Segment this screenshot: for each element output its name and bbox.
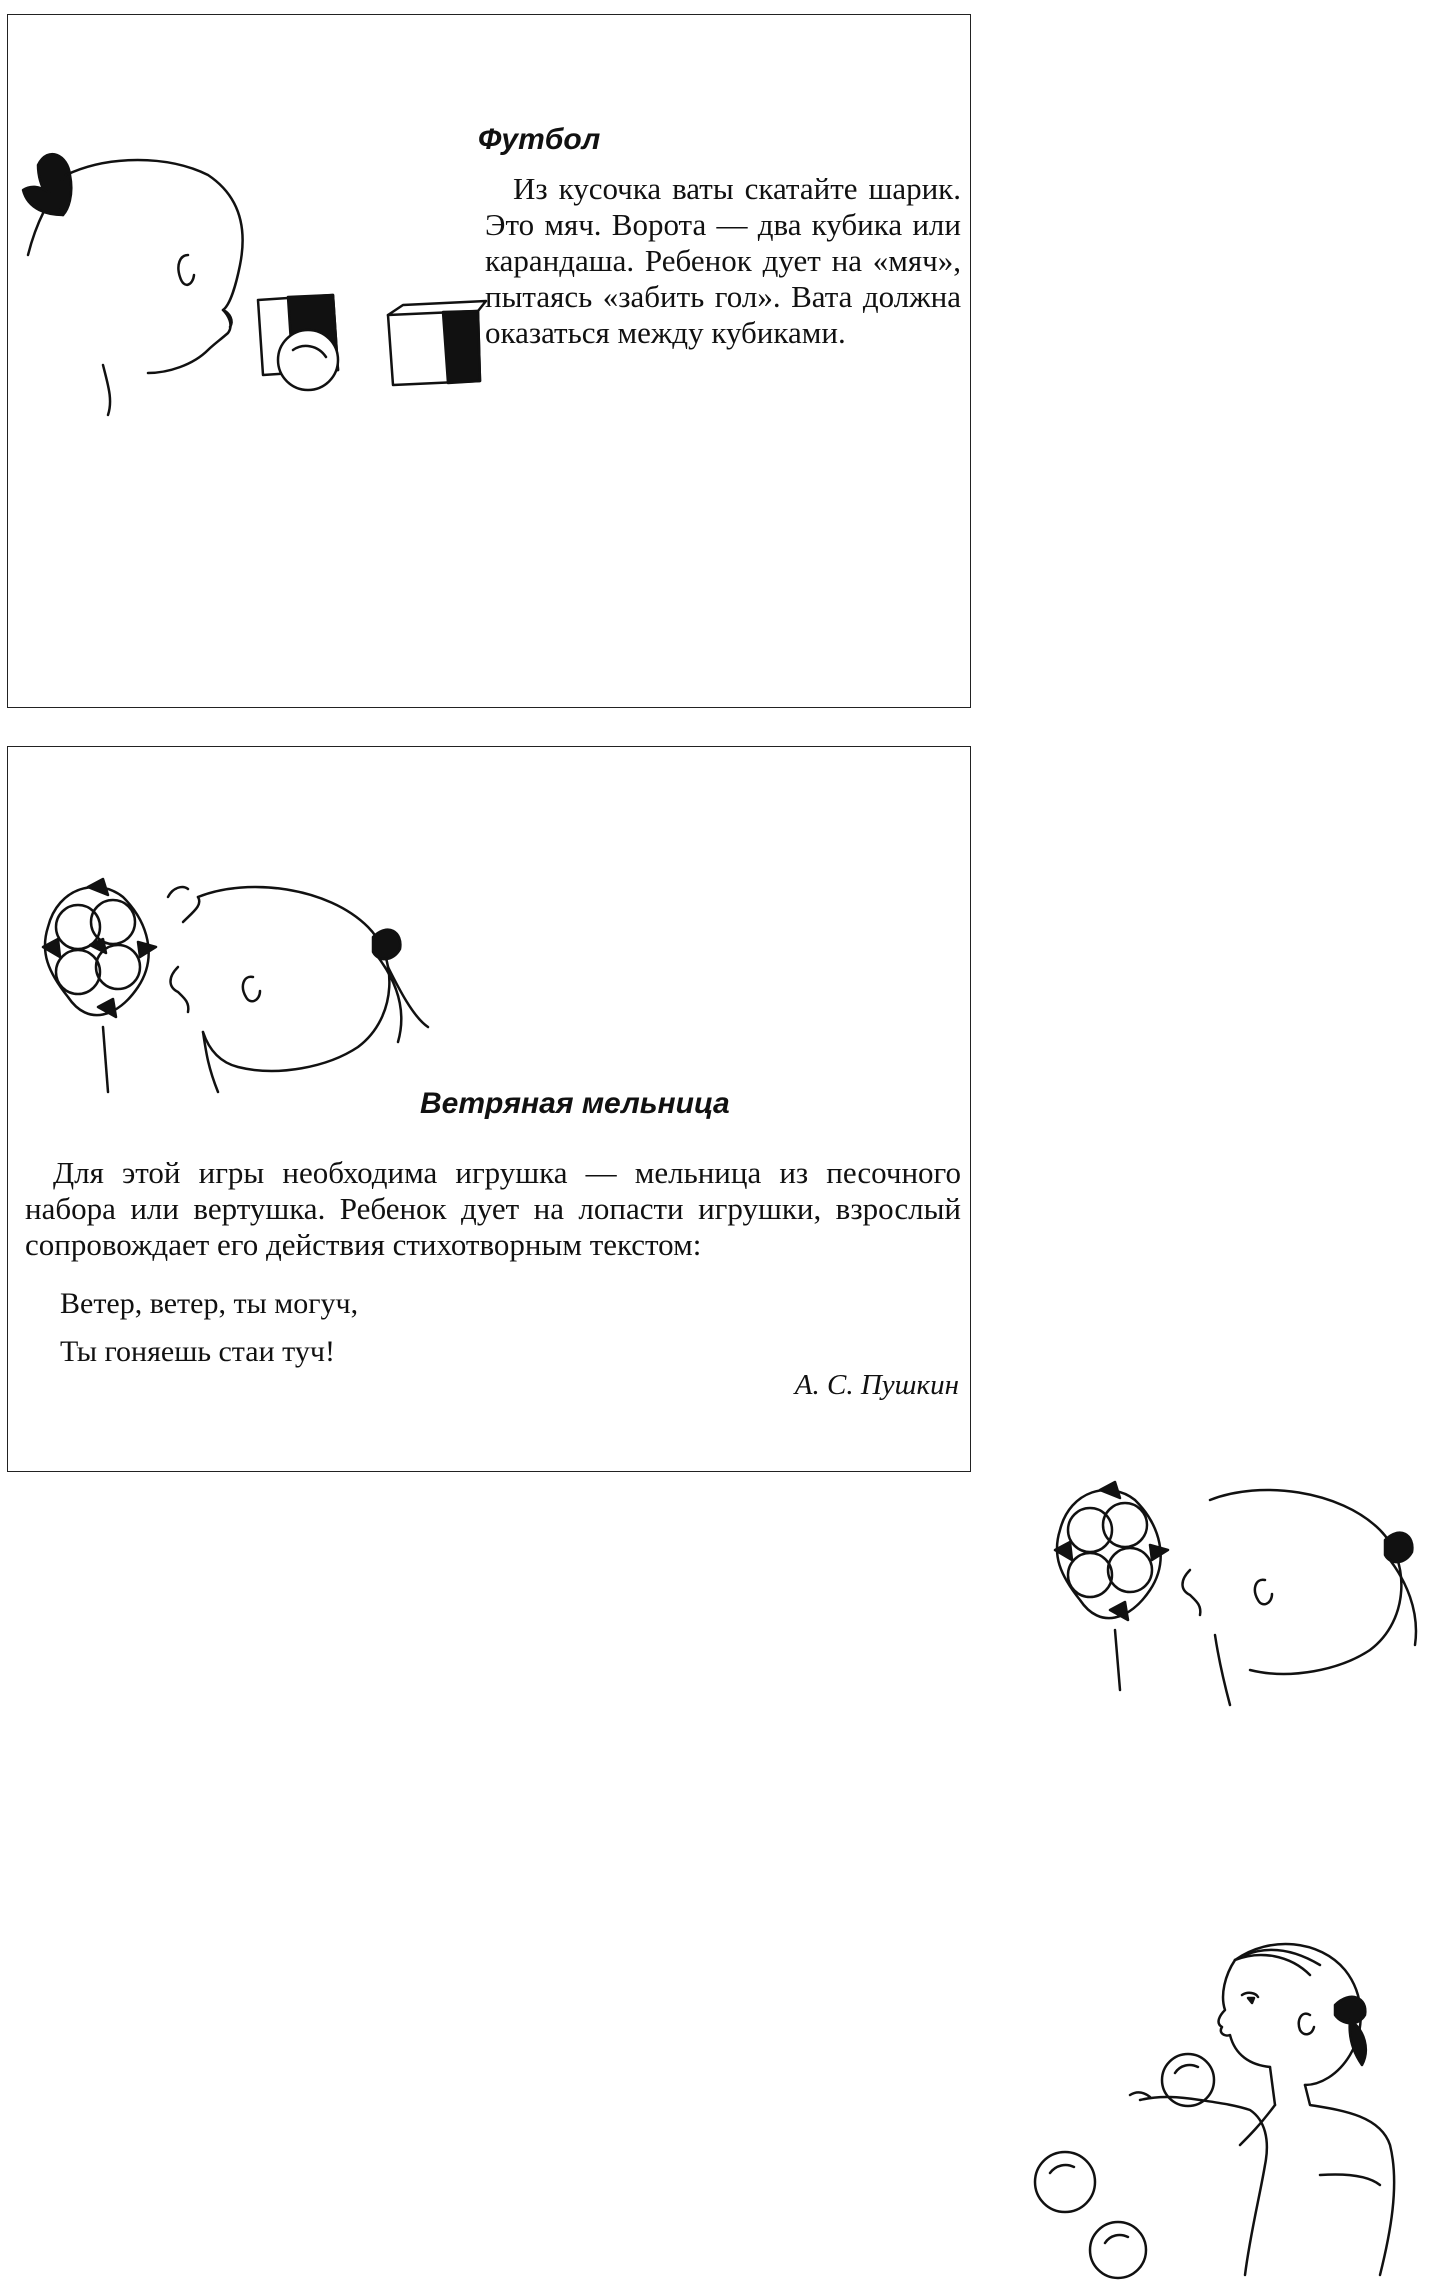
windmill-card bbox=[7, 746, 971, 1472]
football-card bbox=[7, 14, 971, 708]
football-title: Футбол bbox=[478, 123, 601, 156]
pinwheel-child-illustration-bottom bbox=[1040, 1470, 1440, 1720]
verse-line-1: Ветер, ветер, ты могуч, bbox=[60, 1287, 359, 1320]
football-paragraph: Из кусочка ваты скатайте шарик. Это мяч. Ворота — два кубика или карандаша. Ребенок дует на «мяч», пытаясь «забить гол». Вата должна оказаться между кубиками. bbox=[485, 171, 961, 350]
child-blowing-pinwheel-illustration bbox=[28, 867, 448, 1107]
poem-author: А. С. Пушкин bbox=[794, 1369, 959, 1401]
child-blowing-cotton-illustration bbox=[8, 135, 488, 415]
verse-line-2: Ты гоняешь стаи туч! bbox=[60, 1335, 335, 1368]
windmill-paragraph: Для этой игры необходима игрушка — мельница из песочного набора или вертушка. Ребенок дует на лопасти игрушки, взрослый сопровождает его действия стихотворным текстом: bbox=[25, 1155, 961, 1262]
windmill-title: Ветряная мельница bbox=[420, 1087, 730, 1120]
girl-bubbles-illustration bbox=[1020, 1915, 1440, 2285]
